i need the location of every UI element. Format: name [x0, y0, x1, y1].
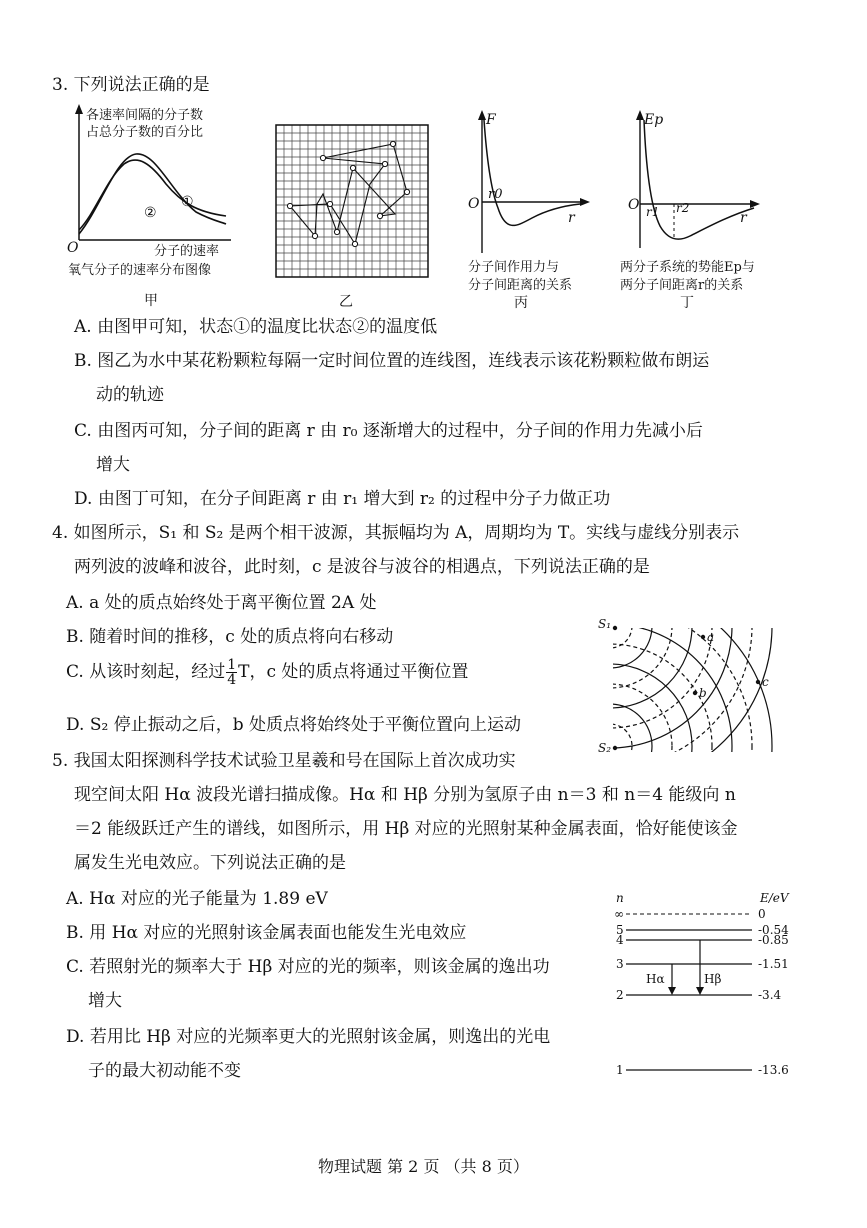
fig-q4-a: a [707, 630, 715, 644]
fig-bing-tag: 丙 [514, 295, 528, 311]
fig-jia-origin: O [67, 240, 79, 256]
fig-bing-r0: r0 [488, 187, 503, 202]
q3-option-c: C. 由图丙可知，分子间的距离 r 由 r₀ 逐渐增大的过程中，分子间的作用力先减小后 [74, 421, 703, 441]
fig-q4-c: c [762, 675, 769, 689]
q4-stem-line2: 两列波的波峰和波谷，此时刻，c 是波谷与波谷的相遇点，下列说法正确的是 [74, 557, 650, 577]
fig-jia-ylabel2: 占总分子数的百分比 [86, 125, 204, 140]
fig-q5-h-alpha: Hα [646, 972, 665, 986]
q3-option-d: D. 由图丁可知，在分子间距离 r 由 r₁ 增大到 r₂ 的过程中分子力做正功 [74, 489, 611, 509]
fig-yi-brownian-grid [275, 124, 435, 336]
fig-jia-caption: 氧气分子的速率分布图像 [68, 263, 212, 278]
q4-fraction-den: 4 [227, 672, 237, 688]
fig-q5-e-inf: 0 [758, 907, 766, 921]
fig-jia-curve1: ① [181, 194, 194, 210]
fig-q5-n-label: n [616, 891, 624, 905]
fig-ding-r2: r2 [676, 201, 690, 215]
fig-q5-h-beta: Hβ [704, 972, 722, 986]
fig-q5-e-4: -0.85 [758, 933, 789, 947]
q4-option-c [66, 658, 468, 687]
q4-option-a: A. a 处的质点始终处于离平衡位置 2A 处 [66, 593, 377, 613]
q5-option-c-cont: 增大 [88, 991, 122, 1011]
fig-q4-interference [598, 617, 818, 760]
fig-bing-axis: F [486, 112, 496, 128]
q3-option-a: A. 由图甲可知，状态①的温度比状态②的温度低 [74, 317, 438, 337]
q4-option-c-pre: C. 从该时刻起，经过 [66, 662, 226, 682]
fig-jia-tag: 甲 [144, 293, 158, 309]
q5-option-d-cont: 子的最大初动能不变 [88, 1061, 241, 1081]
q5-option-b: B. 用 Hα 对应的光照射该金属表面也能发生光电效应 [66, 923, 467, 943]
fig-q5-e-3: -1.51 [758, 957, 789, 971]
q5-option-c: C. 若照射光的频率大于 Hβ 对应的光的频率，则该金属的逸出功 [66, 957, 550, 977]
q4-fraction-num: 1 [227, 657, 237, 673]
fig-bing-caption2: 分子间距离的关系 [468, 278, 573, 293]
fig-q5-n-1: 1 [616, 1063, 624, 1077]
fig-ding-tag: 丁 [680, 295, 694, 311]
fig-q4-s1: S₁ [598, 617, 612, 631]
fig-jia-ylabel1: 各速率间隔的分子数 [86, 108, 204, 123]
q3-option-b: B. 图乙为水中某花粉颗粒每隔一定时间位置的连线图，连线表示该花粉颗粒做布朗运 [74, 351, 710, 371]
fig-q5-n-4: 4 [616, 933, 624, 947]
q4-option-d: D. S₂ 停止振动之后，b 处质点将始终处于平衡位置向上运动 [66, 715, 521, 735]
q5-stem-line2: 现空间太阳 Hα 波段光谱扫描成像。Hα 和 Hβ 分别为氢原子由 n＝3 和 n＝4 能级向 n [74, 785, 736, 805]
fig-bing-caption1: 分子间作用力与 [468, 260, 560, 275]
fig-bing-r: r [568, 210, 575, 226]
q4-stem-line1: 4. 如图所示，S₁ 和 S₂ 是两个相干波源，其振幅均为 A，周期均为 T。实线与虚线分别表示 [52, 523, 740, 543]
fig-q5-n-inf: ∞ [614, 907, 624, 921]
fig-jia-xlabel: 分子的速率 [154, 244, 220, 259]
q4-option-b: B. 随着时间的推移，c 处的质点将向右移动 [66, 627, 394, 647]
fig-bing-origin: O [468, 196, 480, 212]
q5-stem-line1: 5. 我国太阳探测科学技术试验卫星羲和号在国际上首次成功实 [52, 751, 516, 771]
q5-option-d: D. 若用比 Hβ 对应的光频率更大的光照射该金属，则逸出的光电 [66, 1027, 551, 1047]
q3-option-b-cont: 动的轨迹 [96, 385, 164, 405]
q3-option-c-cont: 增大 [96, 455, 130, 475]
fig-ding-caption1: 两分子系统的势能Ep与 [620, 260, 755, 275]
q4-fraction [226, 658, 237, 687]
fig-q5-energy-levels [612, 892, 812, 1082]
fig-ding-r1: r1 [646, 205, 660, 219]
q5-stem-line4: 属发生光电效应。下列说法正确的是 [74, 853, 346, 873]
fig-ding-axis: Ep [644, 112, 664, 128]
q5-option-a: A. Hα 对应的光子能量为 1.89 eV [66, 889, 328, 909]
q5-stem-line3: ＝2 能级跃迁产生的谱线，如图所示，用 Hβ 对应的光照射某种金属表面，恰好能使该金 [74, 819, 738, 839]
fig-ding-r: r [740, 210, 747, 226]
fig-bing-force-distance [462, 108, 602, 311]
fig-ding-origin: O [628, 197, 640, 213]
q4-option-c-post: T，c 处的质点将通过平衡位置 [238, 662, 469, 682]
fig-jia-curve2: ② [144, 205, 157, 221]
fig-q5-e-1: -13.6 [758, 1063, 789, 1077]
fig-jia-speed-distribution [66, 102, 256, 312]
fig-yi-tag: 乙 [339, 294, 353, 310]
fig-q4-s2: S₂ [598, 741, 612, 755]
fig-ding-potential-energy [618, 108, 778, 311]
fig-ding-caption2: 两分子间距离r的关系 [620, 278, 744, 293]
q3-stem: 3. 下列说法正确的是 [52, 75, 210, 95]
fig-q5-n-3: 3 [616, 957, 624, 971]
page-footer: 物理试题 第 2 页 （共 8 页） [318, 1157, 529, 1176]
fig-q5-e-label: E/eV [760, 891, 789, 905]
fig-q5-e-5: -0.54 [758, 923, 789, 937]
fig-q5-e-2: -3.4 [758, 988, 782, 1002]
fig-q5-n-5: 5 [616, 923, 624, 937]
fig-q4-b: b [699, 686, 707, 700]
fig-q5-n-2: 2 [616, 988, 624, 1002]
